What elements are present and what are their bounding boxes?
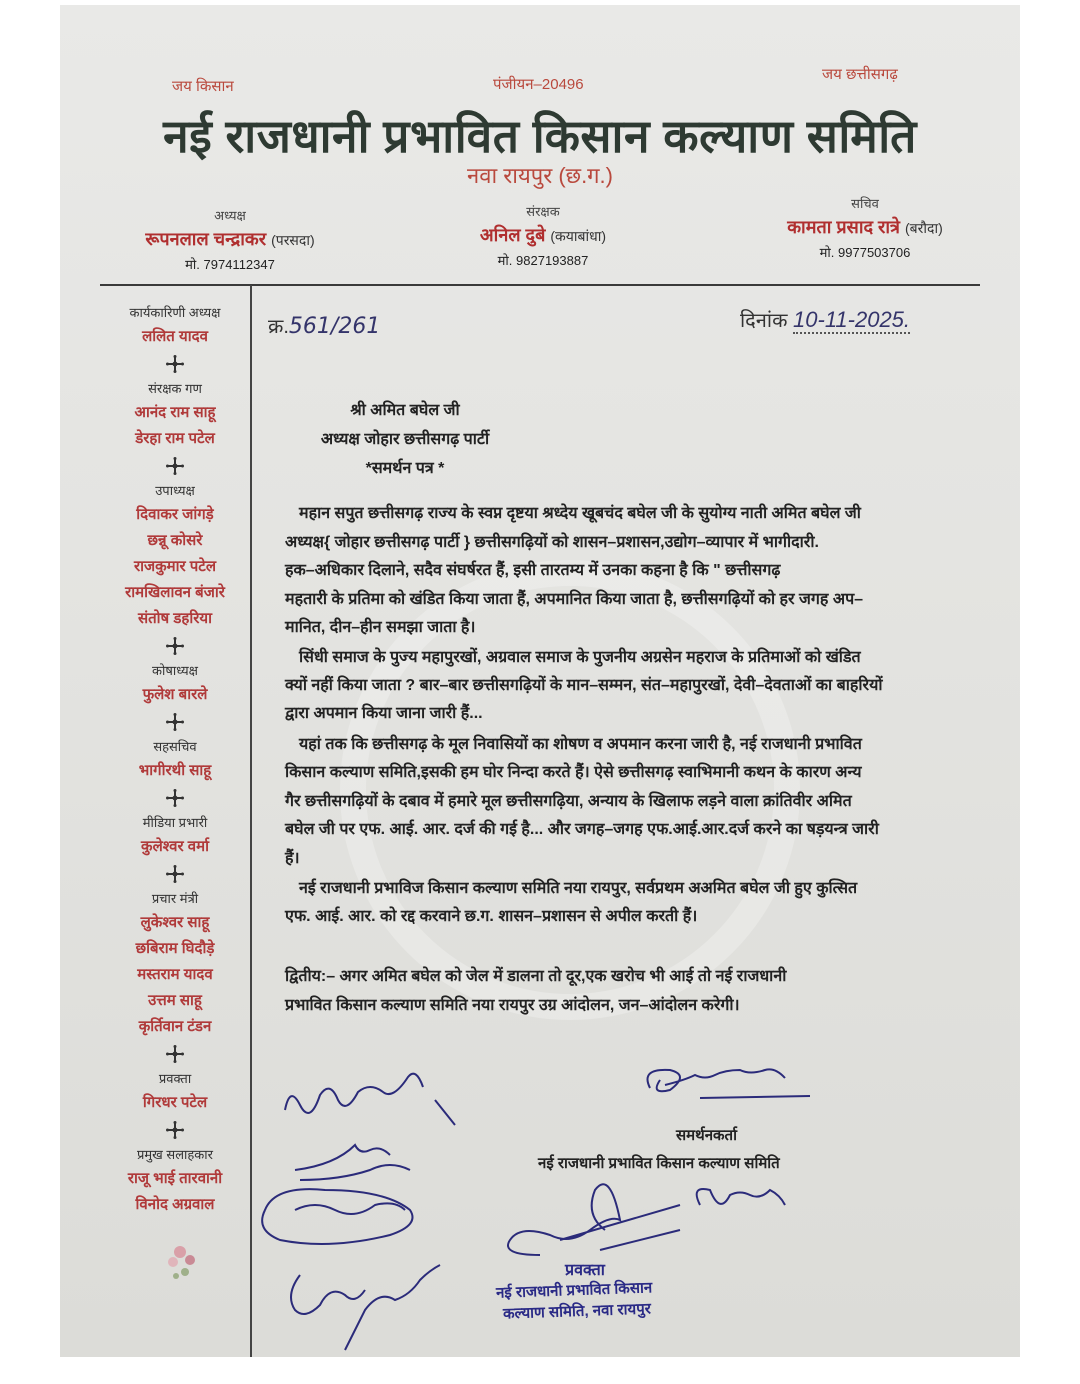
flower-ornament-icon [168, 1246, 195, 1279]
sidebar-member-name: आनंद राम साहू [134, 404, 216, 421]
officer-mobile: मो. 9827193887 [497, 253, 589, 268]
left-slogan: जय किसान [172, 78, 234, 95]
sidebar-member-name: फुलेश बारले [142, 686, 208, 703]
sidebar-member-name: रामखिलावन बंजारे [125, 584, 225, 601]
stamp-line-2: कल्याण समिति, नवा रायपुर [502, 1300, 652, 1323]
letter-body-line: एफ. आई. आर. को रद्द करवाने छ.ग. शासन–प्रशासन से अपील करती हैं। [285, 908, 698, 925]
officer-mobile: मो. 7974112347 [185, 257, 275, 272]
officer-name: अनिल दुबे [479, 225, 546, 245]
sidebar-member-name: छबिराम घिदौड़े [135, 940, 215, 957]
sidebar-member-name: ललित यादव [142, 328, 208, 345]
letter-body-line: हक–अधिकार दिलाने, सदैव संघर्षरत हैं, इसी तारतम्य में उनका कहना है कि " छत्तीसगढ़ [285, 562, 781, 579]
letter-body-line: बघेल जी पर एफ. आई. आर. दर्ज की गई है... और जगह–जगह एफ.आई.आर.दर्ज करने का षड़यन्त्र जारी [285, 821, 879, 838]
letter-subject: *समर्थन पत्र * [365, 460, 445, 477]
letter-body-line: क्यों नहीं किया जाता ? बार–बार छत्तीसगढ़ियों के मान–सम्मन, संत–महापुरखों, देवी–देवताओं का बाहरियों [285, 677, 883, 694]
letter-body-line: हैं। [285, 850, 300, 867]
organization-title: नई राजधानी प्रभावित किसान कल्याण समिति [163, 110, 917, 162]
officer-role: सचिव [851, 196, 879, 211]
signature-2 [295, 1145, 410, 1180]
officer-name: कामता प्रसाद रात्रे [787, 217, 900, 237]
letter-body-line: मानित, दीन–हीन समझा जाता है। [285, 619, 476, 636]
sidebar-role-label: कार्यकारिणी अध्यक्ष [129, 305, 221, 320]
addressee-designation: अध्यक्ष जोहार छत्तीसगढ़ पार्टी [320, 431, 490, 448]
letter-body-line: प्रभावित किसान कल्याण समिति नया रायपुर उग्र आंदोलन, जन–आंदोलन करेगी। [285, 997, 740, 1014]
letter-body-line: महतारी के प्रतिमा को खंडित किया जाता हैं, अपमानित किया जाता है, छत्तीसगढ़ियों को हर जगह अप– [285, 591, 864, 608]
date-value: 10-11-2025. [793, 307, 911, 332]
sidebar-member-name: लुकेश्वर साहू [140, 914, 210, 931]
letter-body-line: अध्यक्ष{ जोहार छत्तीसगढ़ पार्टी } छत्तीसगढ़ियों को शासन–प्रशासन,उद्योग–व्यापार में भागीदारी. [285, 534, 819, 551]
sidebar-member-name: डेरहा राम पटेल [135, 430, 215, 447]
sidebar-member-name: राजू भाई तारवानी [127, 1170, 223, 1187]
officer-mobile: मो. 9977503706 [819, 245, 911, 260]
sidebar-role-label: उपाध्यक्ष [155, 483, 195, 498]
sidebar-member-name: मस्तराम यादव [137, 966, 213, 983]
sidebar-role-label: प्रमुख सलाहकार [137, 1147, 213, 1162]
officer-name: रूपनलाल चन्द्राकर [145, 229, 267, 249]
reference-value: 561/261 [288, 314, 381, 339]
supporter-organization: नई राजधानी प्रभावित किसान कल्याण समिति [538, 1155, 780, 1172]
signature-spokesperson [508, 1184, 785, 1255]
reference-prefix: क्र. [268, 316, 289, 338]
officer-place: (कयाबांधा) [550, 228, 607, 244]
sidebar-role-label: प्रवक्ता [158, 1071, 192, 1086]
stamp-line-1: नई राजधानी प्रभावित किसान [495, 1279, 653, 1302]
sidebar-member-name: छन्नू कोसरे [147, 532, 203, 549]
letter-body-line: महान सपुत छत्तीसगढ़ राज्य के स्वप्न दृष्टया श्रध्देय खूबचंद बघेल जी के सुयोग्य नाती अमित बघेल जी [299, 505, 861, 522]
sidebar-member-name: कुलेश्वर वर्मा [141, 838, 209, 855]
sidebar-role-label: सहसचिव [153, 739, 197, 754]
letter-body-line: यहां तक कि छत्तीसगढ़ के मूल निवासियों का शोषण व अपमान करना जारी है, नई राजधानी प्रभावित [299, 736, 862, 753]
letter-body-line: द्वितीय:– अगर अमित बघेल को जेल में डालना तो दूर,एक खरोच भी आई तो नई राजधानी [285, 968, 787, 985]
signature-supporter [648, 1069, 811, 1098]
sidebar-member-name: दिवाकर जांगड़े [136, 506, 214, 523]
signature-4 [291, 1265, 440, 1350]
sidebar-member-name: राजकुमार पटेल [133, 558, 217, 575]
organization-location: नवा रायपुर (छ.ग.) [467, 163, 613, 188]
right-slogan: जय छत्तीसगढ़ [822, 66, 898, 83]
letter-body-line: सिंधी समाज के पुज्य महापुरखों, अग्रवाल समाज के पुजनीय अग्रसेन महराज के प्रतिमाओं को खंडित [299, 649, 861, 666]
sidebar-member-name: भागीरथी साहू [138, 762, 212, 779]
letter-body-line: किसान कल्याण समिति,इसकी हम घोर निन्दा करते हैं। ऐसे छत्तीसगढ़ स्वाभिमानी कथन के कारण अन्य [285, 764, 862, 781]
sidebar-member-name: उत्तम साहू [148, 992, 202, 1009]
officer-place: (बरौदा) [905, 220, 943, 236]
addressee-name: श्री अमित बघेल जी [350, 402, 460, 419]
sidebar-role-label: कोषाध्यक्ष [152, 663, 198, 678]
sidebar-role-label: प्रचार मंत्री [151, 891, 199, 906]
officer-place: (परसदा) [271, 232, 315, 248]
sidebar-member-name: संतोष डहरिया [137, 610, 212, 627]
letter-body-line: गैर छत्तीसगढ़ियों के दबाव में हमारे मूल छत्तीसगढ़िया, अन्याय के खिलाफ लड़ने वाला क्रांतिवीर अमित [285, 793, 852, 810]
stamp-title: प्रवक्ता [565, 1262, 605, 1279]
officer-role: अध्यक्ष [214, 208, 246, 223]
date-label: दिनांक [740, 310, 788, 332]
sidebar-member-name: कृर्तिवान टंडन [138, 1018, 212, 1035]
signature-1 [285, 1074, 455, 1125]
sidebar-role-label: संरक्षक गण [148, 381, 202, 396]
signature-3 [262, 1189, 412, 1244]
officer-role: संरक्षक [526, 204, 560, 219]
letter-body-line: नई राजधानी प्रभाविज किसान कल्याण समिति नया रायपुर, सर्वप्रथम अअमित बघेल जी हुए कुत्सित [299, 880, 858, 897]
sidebar-role-label: मीडिया प्रभारी [142, 815, 208, 830]
registration-number: पंजीयन–20496 [493, 76, 584, 93]
sidebar-member-name: विनोद अग्रवाल [135, 1196, 215, 1213]
supporter-label: समर्थनकर्ता [676, 1127, 737, 1144]
letter-body-line: द्वारा अपमान किया जाना जारी हैं... [285, 705, 483, 722]
sidebar-member-name: गिरधर पटेल [142, 1094, 208, 1111]
